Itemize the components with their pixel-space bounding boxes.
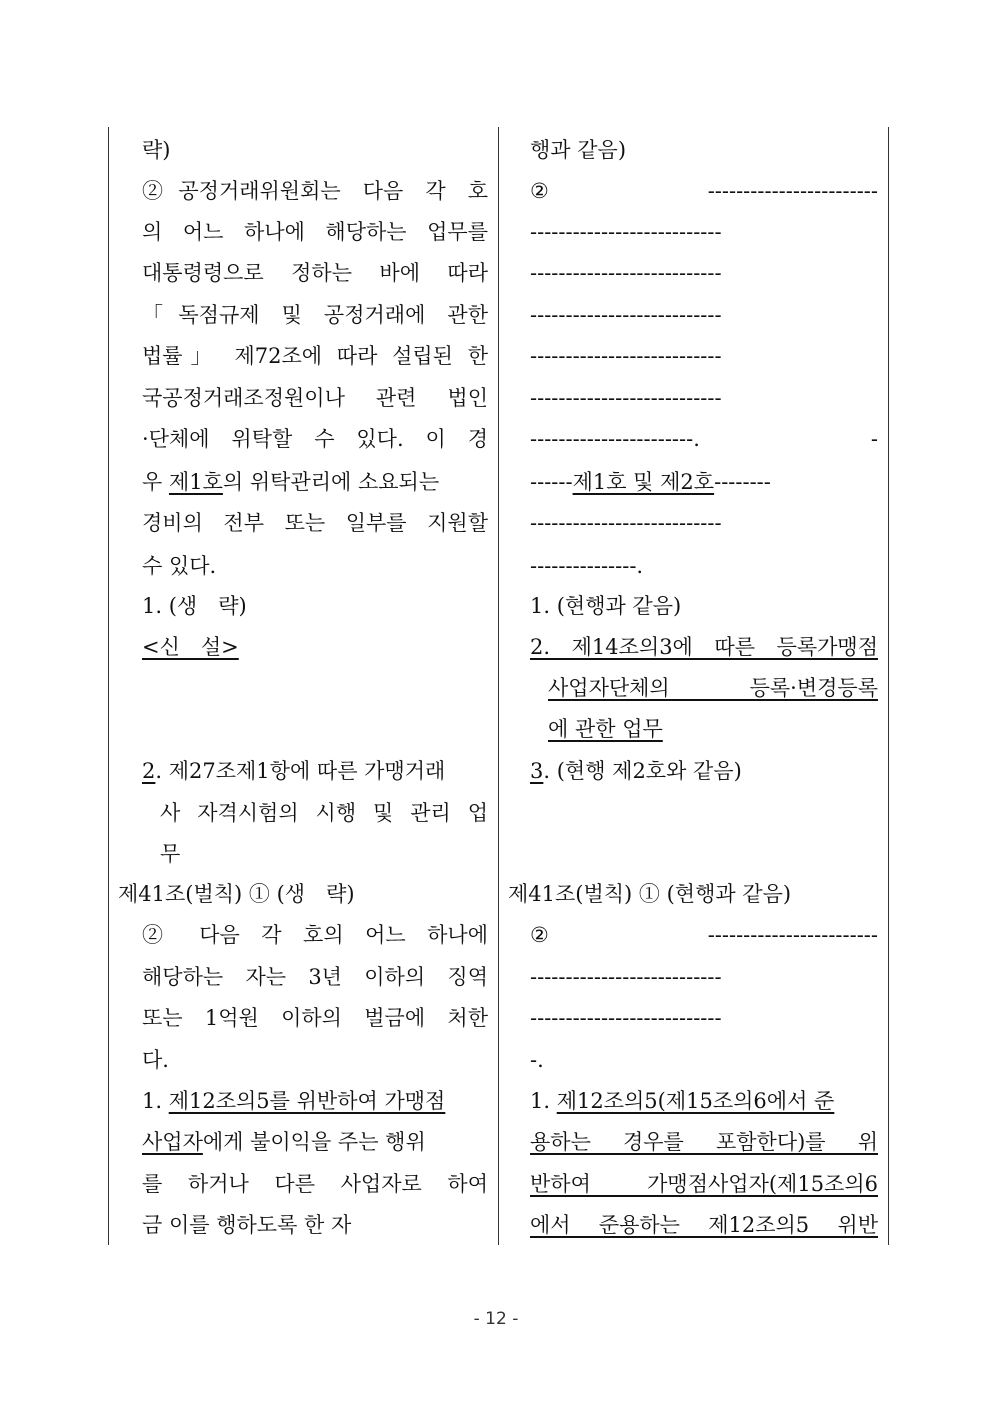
text-line: -. (530, 1048, 544, 1072)
text-line (548, 708, 878, 750)
text-line: ·단체에 위탁할 수 있다. 이 경 (142, 427, 488, 451)
text-segment: 의 위탁관리에 소요되는 (222, 470, 440, 494)
text-line: 사 자격시험의 시행 및 관리 업 (160, 801, 488, 825)
new-item-2: 2. 제14조의3에 따른 등록가맹점 (530, 635, 878, 659)
column-divider-right (888, 127, 889, 1245)
text-segment: -------- (714, 470, 771, 494)
text-line: 를 하거나 다른 사업자로 하여 (142, 1172, 488, 1196)
text-line: --------------------------- (530, 261, 722, 285)
text-line: ②공정거래위원회는 다음 각 호 (142, 179, 488, 203)
item-1: 1. (생 략) (142, 594, 247, 618)
text-segment: ------ (530, 470, 573, 494)
text-line: -----------------------. - (530, 427, 878, 451)
text-line: 금 이를 행하도록 한 자 (142, 1213, 352, 1237)
amended-text: <신 설> (142, 635, 239, 659)
amended-text: 제12조의5(제15조의6에서 준 (556, 1089, 835, 1113)
text-line: 무 (160, 842, 181, 866)
text-line: --------------------------- (530, 303, 722, 327)
text-line: 의 어느 하나에 해당하는 업무를 (142, 220, 488, 244)
text-line (142, 461, 488, 503)
text-line (530, 461, 878, 503)
text-line: --------------------------- (530, 220, 722, 244)
text-line: 사업자단체의 등록·변경등록 (548, 676, 878, 700)
text-line: 또는 1억원 이하의 벌금에 처한 (142, 1006, 488, 1030)
item-3 (530, 750, 878, 792)
amended-text: 사업자 (142, 1130, 203, 1154)
text-segment: . 제27조제1항에 따른 가맹거래 (155, 759, 446, 783)
text-line: 다. (142, 1048, 169, 1072)
text-line: 에서 준용하는 제12조의5 위반 (530, 1213, 878, 1237)
article-41-heading: 제41조(벌칙) ① (생 략) (118, 882, 355, 906)
text-line: --------------------------- (530, 511, 722, 535)
amended-text: 제12조의5를 위반하여 가맹점 (168, 1089, 446, 1113)
amended-text: 제1호 (168, 470, 223, 494)
amended-text: 제1호 및 제2호 (572, 470, 715, 494)
item-1: 1. (현행과 같음) (530, 594, 682, 618)
article-41-heading: 제41조(벌칙) ① (현행과 같음) (508, 882, 792, 906)
page-number: - 12 - (473, 1309, 519, 1329)
text-line: 행과 같음) (530, 138, 627, 162)
text-line: 법률」 제72조에 따라 설립된 한 (142, 344, 488, 368)
item-2 (142, 750, 488, 792)
text-line: 략) (142, 138, 171, 162)
text-line: ② 다음 각 호의 어느 하나에 (142, 923, 488, 947)
amended-text: 3 (530, 759, 544, 783)
text-line: 국공정거래조정원이나 관련 법인 (142, 386, 488, 410)
text-line: 용하는 경우를 포함한다)를 위 (530, 1130, 878, 1154)
text-line: 「독점규제 및 공정거래에 관한 (142, 303, 488, 327)
text-line: ② ------------------------ (530, 923, 878, 947)
text-segment: . (현행 제2호와 같음) (543, 759, 742, 783)
item-1 (142, 1080, 488, 1122)
text-line: 대통령령으로 정하는 바에 따라 (142, 261, 488, 285)
amended-text: 2 (142, 759, 156, 783)
text-line: --------------------------- (530, 386, 722, 410)
column-divider-left (108, 127, 109, 1245)
text-segment: 1. (142, 1089, 169, 1113)
text-line: --------------------------- (530, 965, 722, 989)
text-line: --------------------------- (530, 344, 722, 368)
text-line: ②------------------------ (530, 179, 878, 203)
text-line: ---------------. (530, 554, 644, 578)
text-line: 수 있다. (142, 554, 217, 578)
text-segment: 에게 불이익을 주는 행위 (202, 1130, 426, 1154)
column-divider-middle (498, 127, 499, 1245)
new-provision-marker (142, 626, 488, 668)
text-line: 해당하는 자는 3년 이하의 징역 (142, 965, 488, 989)
text-line: 반하여 가맹점사업자(제15조의6 (530, 1172, 878, 1196)
item-1 (530, 1080, 878, 1122)
text-segment: 1. (530, 1089, 557, 1113)
text-line: --------------------------- (530, 1006, 722, 1030)
text-line: 경비의 전부 또는 일부를 지원할 (142, 511, 488, 535)
amended-text: 에 관한 업무 (548, 717, 663, 741)
text-line (142, 1121, 488, 1163)
text-segment: 우 (142, 470, 169, 494)
